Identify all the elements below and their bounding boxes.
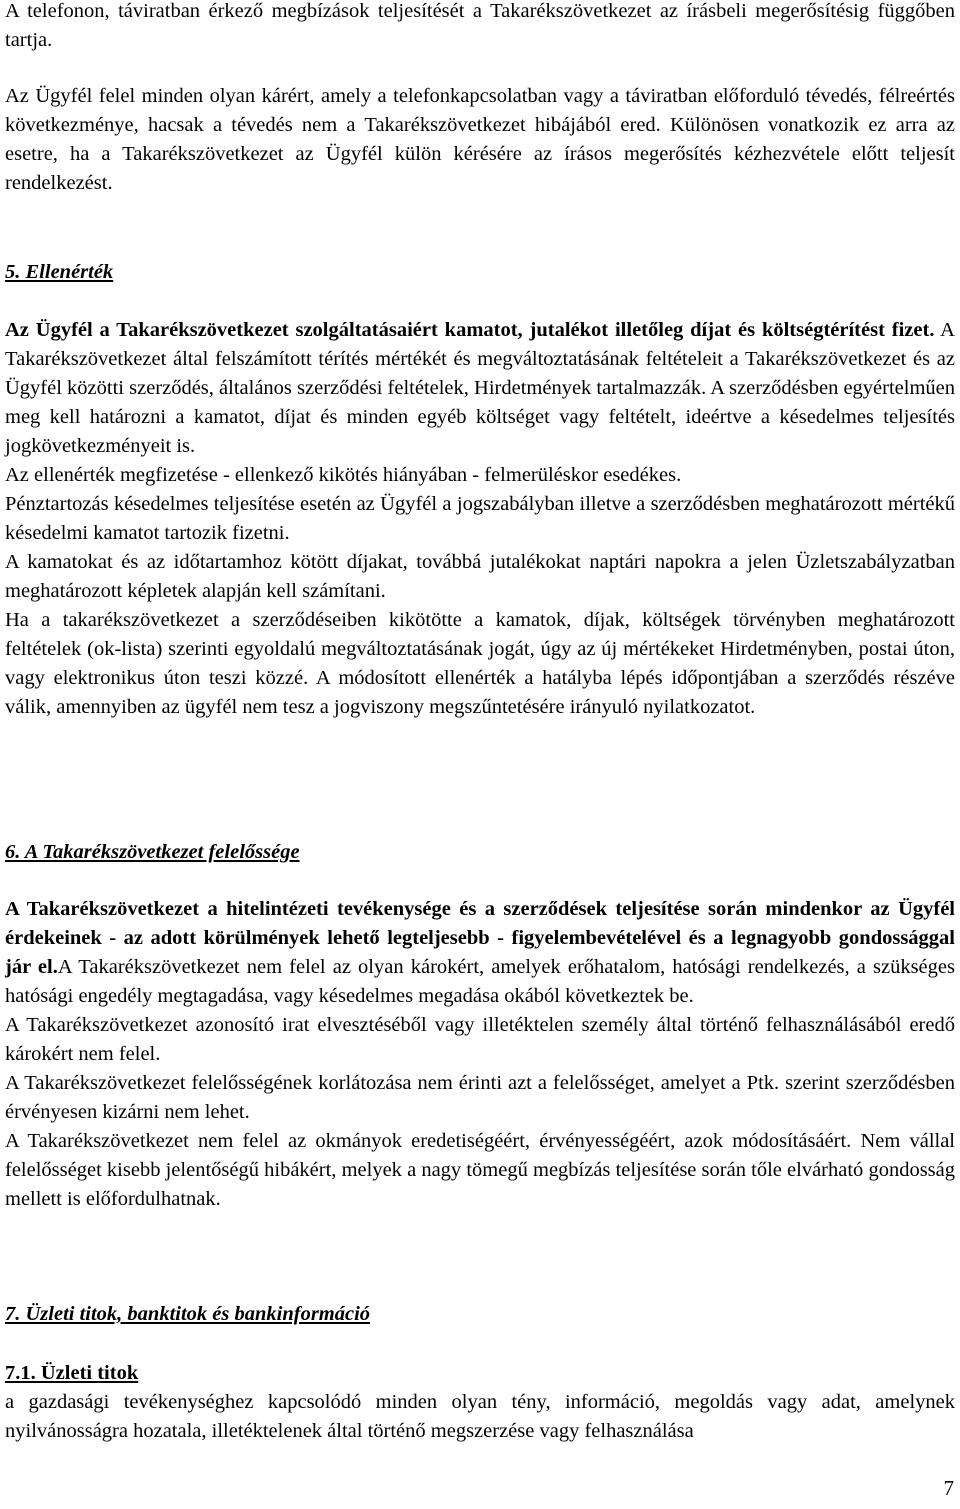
- paragraph-modositas: Ha a takarékszövetkezet a szerződéseiben kikötötte a kamatok, díjak, költségek törvényben meghatározott feltételek (ok-lista) szerinti egyoldalú megváltoztatásának jogát, úgy az új mértékeket Hirdetményben, postai úton, vagy elektronikus úton teszi közzé. A módosított ellenérték a hatályba lépés időpontjában a szerződés részéve válik, amennyiben az ügyfél nem tesz a jogviszony megszűntetésére irányuló nyilatkozatot.: [5, 609, 955, 718]
- paragraph-kesedelmi-kamat: Pénztartozás késedelmes teljesítése esetén az Ügyfél a jogszabályban illetve a szerződésben meghatározott mértékű késedelmi kamatot tartozik fizetni.: [5, 493, 955, 544]
- paragraph-telefon: A telefonon, táviratban érkező megbízások teljesítését a Takarékszövetkezet az írásbeli megerősítésig függőben tartja.: [5, 0, 955, 51]
- paragraph-okmanyok: A Takarékszövetkezet nem felel az okmányok eredetiségéért, érvényességéért, azok módosításáért. Nem vállal felelősséget kisebb jelentőségű hibákért, melyek a nagy tömegű megbízás teljesítése során tőle elvárható gondosság mellett is előfordulhatnak.: [5, 1130, 955, 1210]
- section-5-body: [5, 316, 955, 722]
- paragraph-esedekes: Az ellenérték megfizetése - ellenkező kikötés hiányában - felmerüléskor esedékes.: [5, 464, 682, 486]
- paragraph-ellenertek: Az Ügyfél a Takarékszövetkezet szolgáltatásaiért kamatot, jutalékot illetőleg díjat és költségtérítést fizet. A Takarékszövetkezet által felszámított térítés mértékét és megváltoztatásának feltételeit a Takarékszövetkezet és az Ügyfél közötti szerződés, általános szerződési feltételek, Hirdetmények tartalmazzák. A szerződésben egyértelműen meg kell határozni a kamatot, díjat és minden egyéb költséget vagy feltételt, ideértve a késedelmes teljesítés jogkövetkezményeit is.: [5, 319, 955, 457]
- paragraph-felelosseg: A Takarékszövetkezet a hitelintézeti tevékenysége és a szerződések teljesítése során mindenkor az Ügyfél érdekeinek - az adott körülmények lehető legteljesebb - figyelembevételével és a legnagyobb gondossággal jár el.A Takarékszövetkezet nem felel az olyan károkért, amelyek erőhatalom, hatósági rendelkezés, a szükséges hatósági engedély megtagadása, vagy késedelmes megadása okából következtek be.: [5, 898, 955, 1007]
- section-heading: 7. Üzleti titok, banktitok és bankinformáció: [5, 1303, 371, 1325]
- paragraph-ugyfel-felel: Az Ügyfél felel minden olyan kárért, amely a telefonkapcsolatban vagy a táviratban előforduló tévedés, félreértés következménye, hacsak a tévedés nem a Takarékszövetkezet hibájából ered. Különösen vonatkozik ez arra az esetre, ha a Takarékszövetkezet az Ügyfél külön kérésére az írásos megerősítés kézhezvétele előtt teljesít rendelkezést.: [5, 85, 955, 194]
- section-heading: 5. Ellenérték: [5, 261, 114, 283]
- paragraph-ptk: A Takarékszövetkezet felelősségének korlátozása nem érinti azt a felelősséget, amelyet a Ptk. szerint szerződésben érvényesen kizárni nem lehet.: [5, 1072, 955, 1123]
- paragraph-uzleti-titok: a gazdasági tevékenységhez kapcsolódó minden olyan tény, információ, megoldás vagy adat, amelynek nyilvánosságra hozatala, illetéktelenek által történő megszerzése vagy felhasználása: [5, 1391, 955, 1442]
- section-5-heading: [5, 258, 955, 287]
- subsection-heading: 7.1. Üzleti titok: [5, 1362, 139, 1384]
- section-7-heading: [5, 1300, 955, 1329]
- section-heading: 6. A Takarékszövetkezet felelőssége: [5, 841, 300, 863]
- paragraph-azonosito-irat: A Takarékszövetkezet azonosító irat elvesztéséből vagy illetéktelen személy által történő felhasználásából eredő károkért nem felel.: [5, 1014, 955, 1065]
- section-6-heading: [5, 838, 955, 867]
- section-7-1-heading: [5, 1359, 955, 1388]
- section-6-body: [5, 895, 955, 1214]
- section-7-1-body: [5, 1388, 955, 1446]
- paragraph-kamat-szamitas: A kamatokat és az időtartamhoz kötött díjakat, továbbá jutalékokat naptári napokra a jelen Üzletszabályzatban meghatározott képletek alapján kell számítani.: [5, 551, 955, 602]
- page-number: 7: [943, 1476, 954, 1500]
